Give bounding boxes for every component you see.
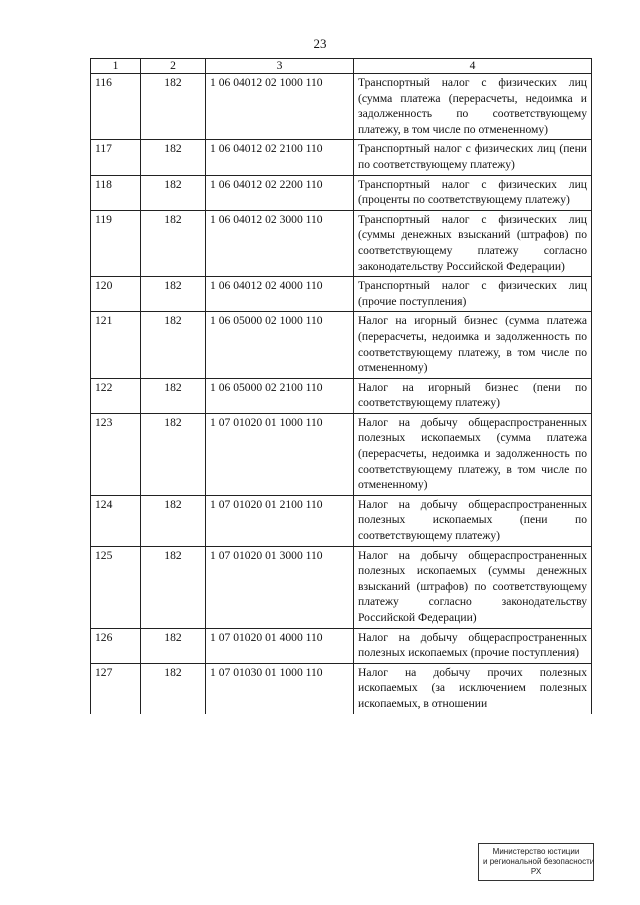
income-description: Налог на добычу общераспространенных полезных ископаемых (пени по соответствующему платежу) [354,495,592,546]
stamp-line-2: и региональной безопасности [483,857,595,866]
income-description: Налог на добычу общераспространенных полезных ископаемых (сумма платежа (перерасчеты, недоимка и задолженность по соответствующему платежу, в том числе по отмененному) [354,413,592,495]
table-row [91,175,592,210]
row-number: 122 [91,378,141,413]
admin-code: 182 [141,378,206,413]
admin-code: 182 [141,546,206,628]
budget-classification-code: 1 06 05000 02 2100 110 [206,378,354,413]
budget-classification-code: 1 06 04012 02 2100 110 [206,140,354,175]
table-row [91,210,592,276]
table-row [91,312,592,378]
admin-code: 182 [141,175,206,210]
header-col-4: 4 [354,59,592,74]
admin-code: 182 [141,413,206,495]
ministry-stamp [478,843,594,881]
admin-code: 182 [141,495,206,546]
income-description: Налог на добычу прочих полезных ископаемых (за исключением полезных ископаемых, в отношении [354,663,592,713]
stamp-line-3: РХ [530,867,542,876]
budget-classification-code: 1 07 01020 01 2100 110 [206,495,354,546]
header-col-2: 2 [141,59,206,74]
admin-code: 182 [141,74,206,140]
income-description: Транспортный налог с физических лиц (суммы денежных взысканий (штрафов) по соответствующему платежу согласно законодательству Российской Федерации) [354,210,592,276]
row-number: 118 [91,175,141,210]
budget-code-table [90,58,592,714]
admin-code: 182 [141,663,206,713]
admin-code: 182 [141,628,206,663]
budget-classification-code: 1 06 04012 02 1000 110 [206,74,354,140]
budget-classification-code: 1 07 01030 01 1000 110 [206,663,354,713]
income-description: Налог на добычу общераспространенных полезных ископаемых (суммы денежных взысканий (штрафов) по соответствующему платежу согласно законодательству Российской Федерации) [354,546,592,628]
table-row [91,277,592,312]
admin-code: 182 [141,210,206,276]
budget-classification-code: 1 06 05000 02 1000 110 [206,312,354,378]
table-row [91,74,592,140]
income-description: Транспортный налог с физических лиц (прочие поступления) [354,277,592,312]
admin-code: 182 [141,140,206,175]
table-row [91,663,592,713]
budget-classification-code: 1 07 01020 01 4000 110 [206,628,354,663]
table-row [91,628,592,663]
income-description: Транспортный налог с физических лиц (проценты по соответствующему платежу) [354,175,592,210]
budget-classification-code: 1 07 01020 01 1000 110 [206,413,354,495]
stamp-line-1: Министерство юстиции [492,847,580,856]
row-number: 125 [91,546,141,628]
admin-code: 182 [141,312,206,378]
row-number: 119 [91,210,141,276]
table-row [91,546,592,628]
budget-classification-code: 1 06 04012 02 3000 110 [206,210,354,276]
table-row [91,378,592,413]
table-header-row [91,59,592,74]
row-number: 120 [91,277,141,312]
row-number: 116 [91,74,141,140]
income-description: Транспортный налог с физических лиц (сумма платежа (перерасчеты, недоимка и задолженность по соответствующему платежу, в том числе по отмененному) [354,74,592,140]
income-description: Налог на игорный бизнес (пени по соответствующему платежу) [354,378,592,413]
page-number: 23 [313,36,327,51]
income-description: Транспортный налог с физических лиц (пени по соответствующему платежу) [354,140,592,175]
header-col-3: 3 [206,59,354,74]
header-col-1: 1 [91,59,141,74]
budget-classification-code: 1 07 01020 01 3000 110 [206,546,354,628]
table-row [91,495,592,546]
budget-classification-code: 1 06 04012 02 4000 110 [206,277,354,312]
income-description: Налог на добычу общераспространенных полезных ископаемых (прочие поступления) [354,628,592,663]
income-description: Налог на игорный бизнес (сумма платежа (перерасчеты, недоимка и задолженность по соответствующему платежу, в том числе по отмененному) [354,312,592,378]
admin-code: 182 [141,277,206,312]
row-number: 124 [91,495,141,546]
row-number: 121 [91,312,141,378]
row-number: 117 [91,140,141,175]
table-row [91,140,592,175]
table-row [91,413,592,495]
budget-classification-code: 1 06 04012 02 2200 110 [206,175,354,210]
row-number: 123 [91,413,141,495]
row-number: 127 [91,663,141,713]
row-number: 126 [91,628,141,663]
